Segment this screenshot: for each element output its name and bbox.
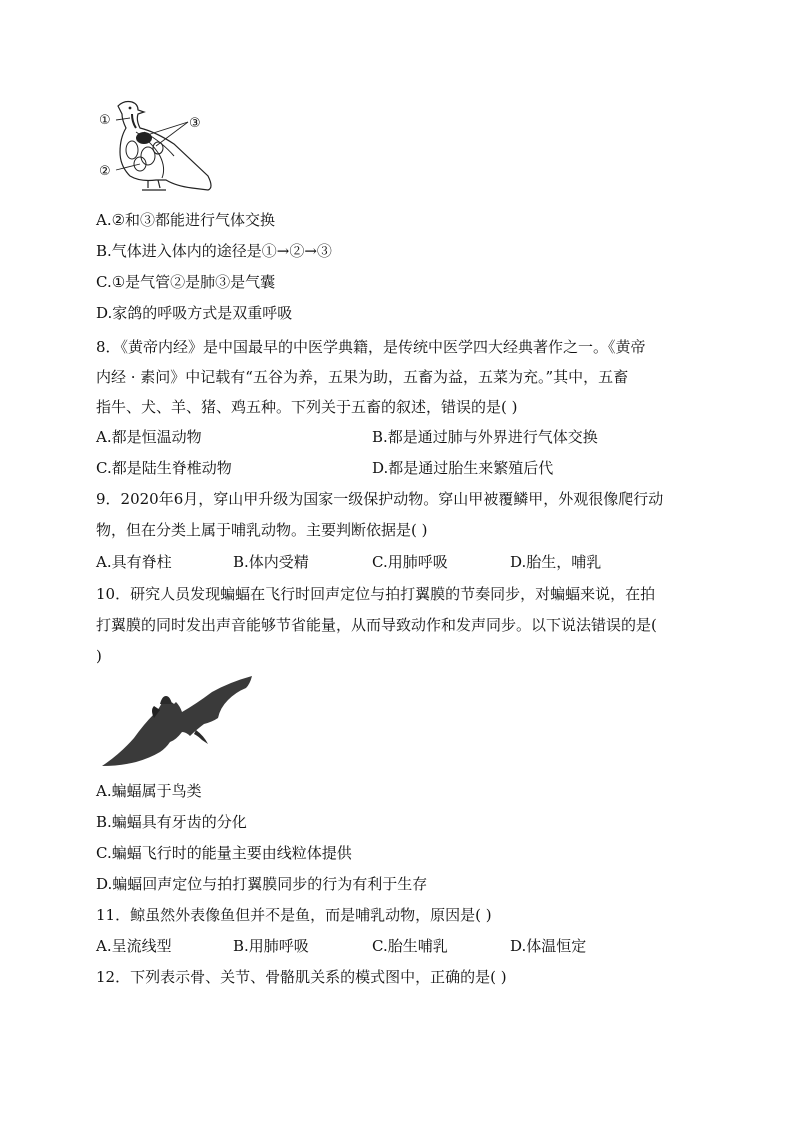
pigeon-respiratory-diagram bbox=[96, 98, 222, 196]
q9-option-c: C.用肺呼吸 bbox=[372, 553, 448, 571]
q9-stem-line-1: 9．2020年6月，穿山甲升级为国家一级保护动物。穿山甲被覆鳞甲，外观很像爬行动 bbox=[96, 490, 664, 508]
q8-option-a: A.都是恒温动物 bbox=[96, 428, 202, 446]
q8-option-c: C.都是陆生脊椎动物 bbox=[96, 459, 232, 477]
q10-stem-line-1: 10．研究人员发现蝙蝠在飞行时回声定位与拍打翼膜的节奏同步，对蝙蝠来说，在拍 bbox=[96, 585, 656, 603]
q9-option-a: A.具有脊柱 bbox=[96, 553, 172, 571]
q10-stem-line-2: 打翼膜的同时发出声音能够节省能量，从而导致动作和发声同步。以下说法错误的是( bbox=[96, 616, 657, 634]
q11-option-b: B.用肺呼吸 bbox=[233, 937, 309, 955]
q8-stem-line-3: 指牛、犬、羊、猪、鸡五种。下列关于五畜的叙述，错误的是( ) bbox=[96, 398, 518, 416]
q10-option-d: D.蝙蝠回声定位与拍打翼膜同步的行为有利于生存 bbox=[96, 875, 428, 893]
q8-stem-line-1: 8．《黄帝内经》是中国最早的中医学典籍，是传统中医学四大经典著作之一。《黄帝 bbox=[96, 338, 646, 356]
q8-option-b: B.都是通过肺与外界进行气体交换 bbox=[372, 428, 598, 446]
q10-option-a: A.蝙蝠属于鸟类 bbox=[96, 782, 202, 800]
label-1: ① bbox=[99, 113, 111, 128]
q9-option-b: B.体内受精 bbox=[233, 553, 309, 571]
q9-option-d: D.胎生，哺乳 bbox=[510, 553, 602, 571]
q11-option-d: D.体温恒定 bbox=[510, 937, 587, 955]
q10-option-b: B.蝙蝠具有牙齿的分化 bbox=[96, 813, 247, 831]
q10-option-c: C.蝙蝠飞行时的能量主要由线粒体提供 bbox=[96, 844, 352, 862]
q11-option-c: C.胎生哺乳 bbox=[372, 937, 448, 955]
q7-option-c: C.①是气管②是肺③是气囊 bbox=[96, 273, 276, 291]
q8-option-d: D.都是通过胎生来繁殖后代 bbox=[372, 459, 554, 477]
label-2: ② bbox=[99, 164, 111, 179]
label-3: ③ bbox=[189, 116, 201, 131]
bat-photo bbox=[100, 674, 256, 770]
q11-stem-line-1: 11．鲸虽然外表像鱼但并不是鱼，而是哺乳动物，原因是( ) bbox=[96, 906, 492, 924]
q8-stem-line-2: 内经 · 素问》中记载有“五谷为养，五果为助，五畜为益，五菜为充。”其中，五畜 bbox=[96, 368, 629, 386]
q10-stem-line-3: ) bbox=[96, 647, 102, 665]
q7-option-a: A.②和③都能进行气体交换 bbox=[96, 211, 276, 229]
q9-stem-line-2: 物，但在分类上属于哺乳动物。主要判断依据是( ) bbox=[96, 521, 428, 539]
q11-option-a: A.呈流线型 bbox=[96, 937, 172, 955]
q12-stem-line-1: 12．下列表示骨、关节、骨骼肌关系的模式图中，正确的是( ) bbox=[96, 968, 507, 986]
q7-option-d: D.家鸽的呼吸方式是双重呼吸 bbox=[96, 304, 293, 322]
q7-option-b: B.气体进入体内的途径是①→②→③ bbox=[96, 242, 332, 260]
